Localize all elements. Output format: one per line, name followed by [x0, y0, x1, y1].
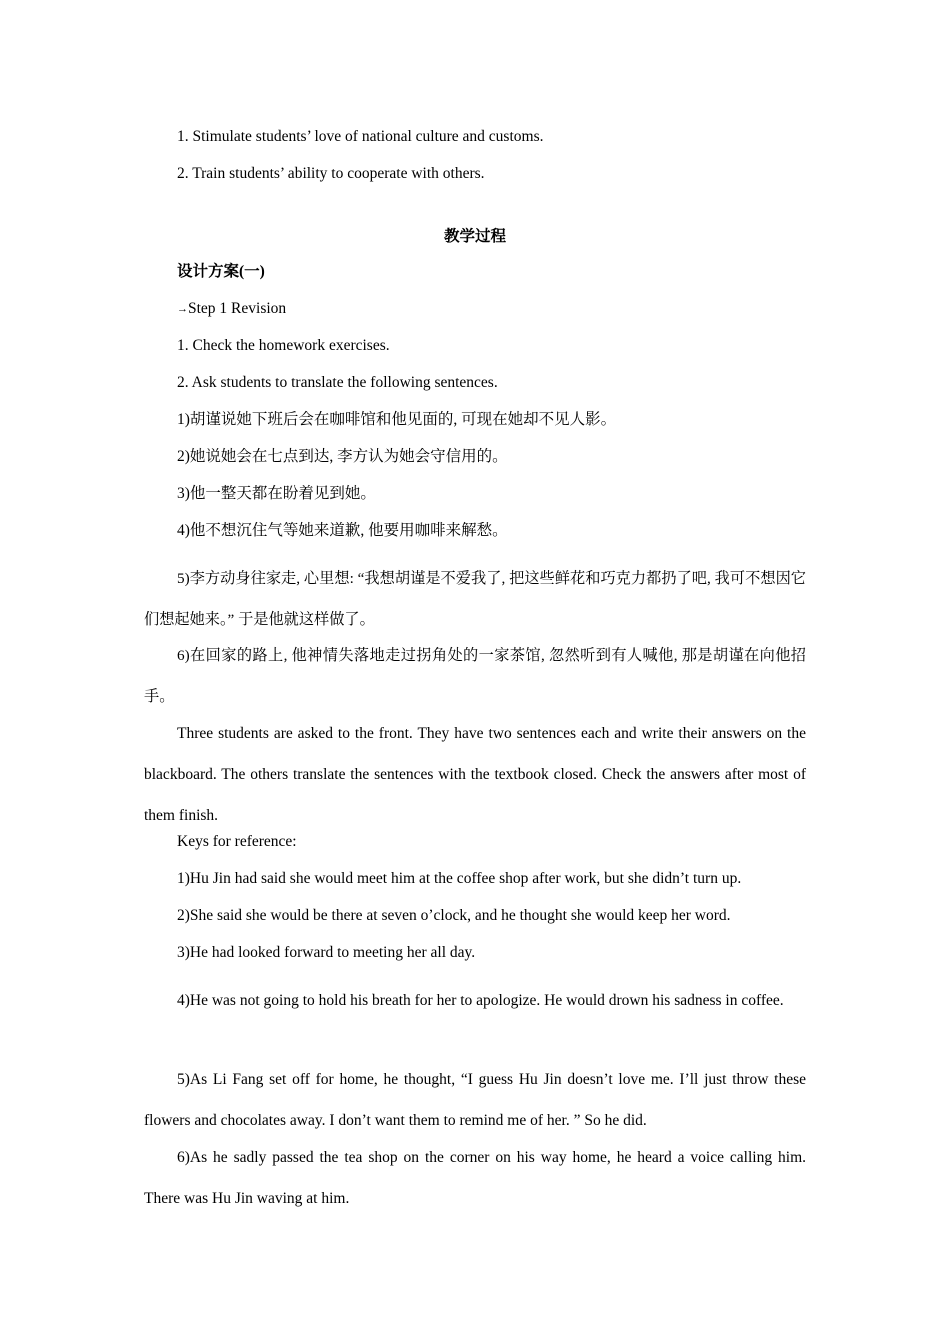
section-title: 教学过程	[443, 228, 506, 245]
instruction-paragraph	[144, 713, 806, 836]
chinese-sentence-6-text: 6)在回家的路上, 他神情失落地走过拐角处的一家茶馆, 忽然听到有人喊他, 那是胡谨在向他招手。	[144, 647, 806, 705]
key-4-text: 4)He was not going to hold his breath for her to apologize. He would drown his sadness in coffee.	[177, 992, 784, 1009]
task-1: 1. Check the homework exercises.	[177, 337, 390, 354]
plan-title: 设计方案(一)	[177, 263, 265, 280]
key-6-text: 6)As he sadly passed the tea shop on the corner on his way home, he heard a voice calling him. There was Hu Jin waving at him.	[144, 1149, 806, 1207]
chinese-sentence-6	[144, 635, 806, 717]
step-heading	[177, 299, 286, 320]
task-2: 2. Ask students to translate the following sentences.	[177, 374, 498, 391]
aim-1: 1. Stimulate students’ love of national culture and customs.	[177, 128, 544, 145]
chinese-sentence-5-text: 5)李方动身往家走, 心里想: “我想胡谨是不爱我了, 把这些鲜花和巧克力都扔了吧, 我可不想因它们想起她来。” 于是他就这样做了。	[144, 570, 806, 628]
chinese-sentence-4: 4)他不想沉住气等她来道歉, 他要用咖啡来解愁。	[177, 522, 508, 539]
aim-2: 2. Train students’ ability to cooperate with others.	[177, 165, 485, 182]
chinese-sentence-5	[144, 558, 806, 640]
instruction-text: Three students are asked to the front. They have two sentences each and write their answers on the blackboard. The others translate the sentences with the textbook closed. Check the answers after most of them finish.	[144, 725, 806, 824]
key-3: 3)He had looked forward to meeting her all day.	[177, 944, 476, 961]
key-5	[144, 1059, 806, 1141]
key-5-text: 5)As Li Fang set off for home, he thought, “I guess Hu Jin doesn’t love me. I’ll just throw these flowers and chocolates away. I don’t want them to remind me of her. ” So he did.	[144, 1071, 806, 1129]
step-label: Step 1 Revision	[188, 300, 287, 317]
key-4	[144, 980, 806, 1021]
key-2: 2)She said she would be there at seven o’clock, and he thought she would keep her word.	[177, 907, 731, 924]
chinese-sentence-1: 1)胡谨说她下班后会在咖啡馆和他见面的, 可现在她却不见人影。	[177, 411, 617, 428]
key-6	[144, 1137, 806, 1219]
arrow-icon: →	[177, 303, 188, 315]
keys-label: Keys for reference:	[177, 833, 297, 850]
chinese-sentence-3: 3)他一整天都在盼着见到她。	[177, 485, 376, 502]
key-1: 1)Hu Jin had said she would meet him at the coffee shop after work, but she didn’t turn up.	[177, 870, 742, 887]
chinese-sentence-2: 2)她说她会在七点到达, 李方认为她会守信用的。	[177, 448, 508, 465]
